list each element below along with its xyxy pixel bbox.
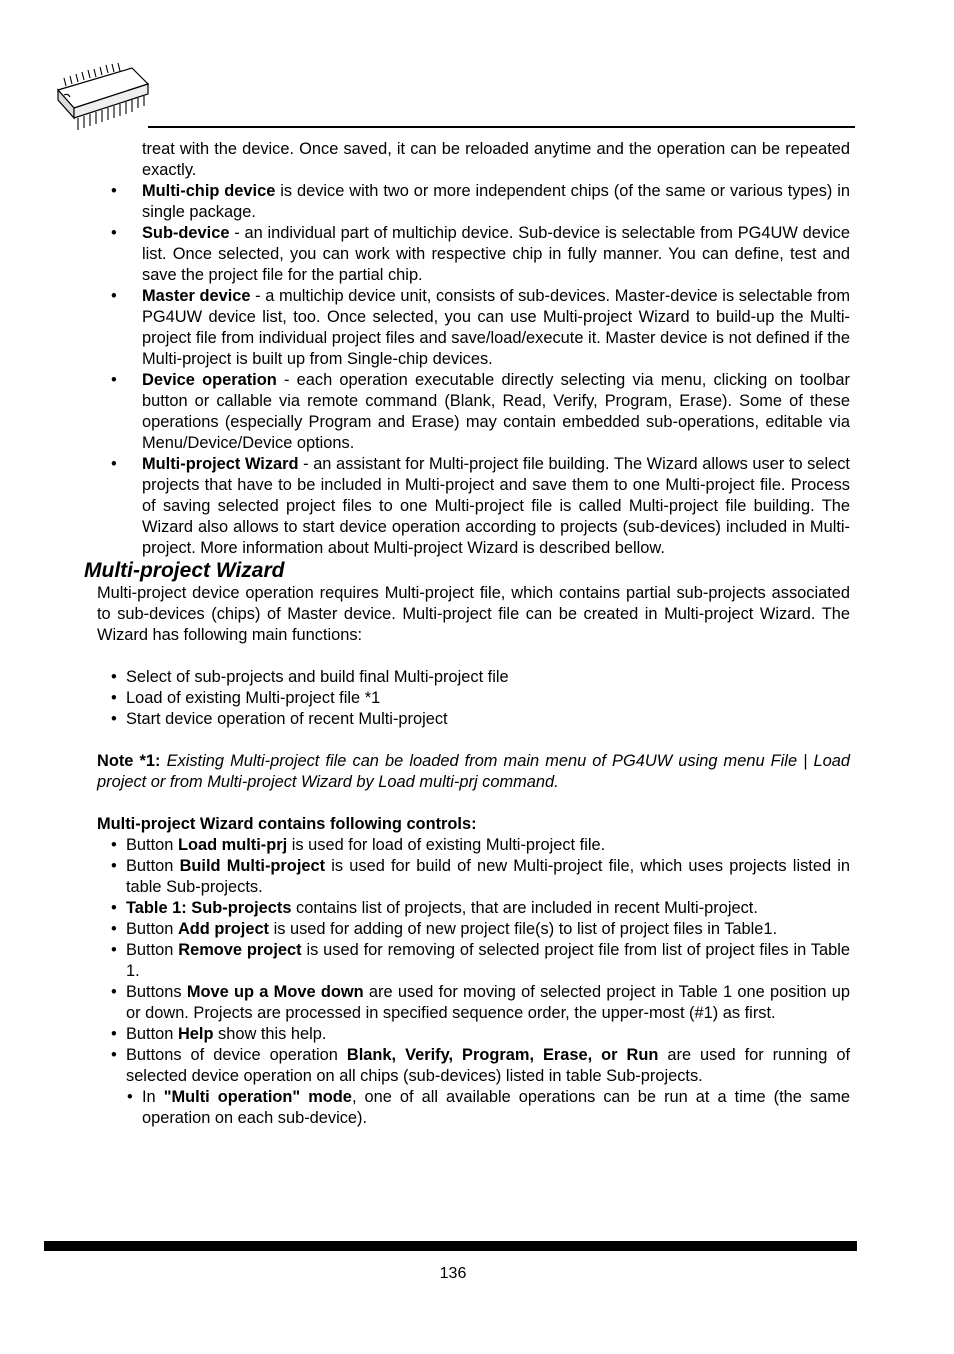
control-item: • Button Load multi-prj is used for load of existing Multi-project file. [97,835,850,856]
definition-term: Master device [142,287,251,305]
control-item: • Button Help show this help. [97,1024,850,1045]
page-content [84,139,851,1129]
note-label: Note *1: [97,752,161,770]
definition-term: Device operation [142,371,277,389]
definition-text: - a multichip device unit, consists of sub-devices. Master-device is selectable from PG4UW device list, too. Once selected, you can use Multi-project Wizard to build-up the Multi-project file from individual project files and save/load/execute it. Master device is not defined if the Multi-project is built up from Single-chip devices. [142,287,851,368]
page-number: 136 [439,1265,467,1282]
definition-text: is device with two or more independent chips (of the same or various types) in single package. [142,182,851,221]
sub-control-item: • In "Multi operation" mode, one of all available operations can be run at a time (the same operation on each sub-device). [126,1087,850,1129]
definitions-list [97,181,850,559]
definition-item [97,181,850,223]
definition-text: - an assistant for Multi-project file building. The Wizard allows user to select projects that have to be included in Multi-project and save them to one Multi-project file. Process of saving selected project files to one Multi-project file is called Multi-project file building. The Wizard also allows to start device operation according to projects (sub-devices) included in Multi-project. More information about Multi-project Wizard is described bellow. [142,455,850,557]
note [97,751,850,793]
function-item: • Select of sub-projects and build final Multi-project file [97,667,850,688]
header-rule [148,126,855,128]
definition-text: - an individual part of multichip device. Sub-device is selectable from PG4UW device list. Once selected, you can work with respective chip in fully manner. You can define, test and save the project file for the partial chip. [142,224,850,284]
function-item: • Load of existing Multi-project file *1 [97,688,850,709]
function-item: • Start device operation of recent Multi-project [97,709,850,730]
dip-chip-icon [52,62,156,136]
control-item: • Button Remove project is used for removing of selected project file from list of project files in Table 1. [97,940,850,982]
section-intro: Multi-project device operation requires Multi-project file, which contains partial sub-projects associated to sub-devices (chips) of Master device. Multi-project file can be created in Multi-project Wizard. The Wizard has following main functions: [97,584,850,644]
functions-list [97,667,850,730]
control-item: • Buttons of device operation Blank, Verify, Program, Erase, or Run are used for running of selected device operation on all chips (sub-devices) listed in table Sub-projects. • In "Multi operation" mode, one of all available operations can be run at a time (the same operation on each sub-device). [97,1045,850,1129]
definition-item [97,454,850,559]
definition-item [97,286,850,370]
definition-item [97,370,850,454]
control-item: • Buttons Move up a Move down are used for moving of selected project in Table 1 one position up or down. Projects are processed in specified sequence order, the upper-most (#1) as first. [97,982,850,1024]
definition-term: Multi-chip device [142,182,276,200]
section-title: Multi-project Wizard [84,559,285,582]
controls-list [97,835,850,1129]
definition-term: Sub-device [142,224,230,242]
sub-controls-list [126,1087,850,1129]
controls-heading: Multi-project Wizard contains following controls: [97,815,477,833]
control-item: • Button Build Multi-project is used for build of new Multi-project file, which uses projects listed in table Sub-projects. [97,856,850,898]
note-text: Existing Multi-project file can be loaded from main menu of PG4UW using menu File | Load project or from Multi-project Wizard by Load multi-prj command. [97,752,850,791]
control-item: • Button Add project is used for adding of new project file(s) to list of project files in Table1. [97,919,850,940]
intro-continuation: treat with the device. Once saved, it can be reloaded anytime and the operation can be repeated exactly. [142,140,850,179]
definition-term: Multi-project Wizard [142,455,299,473]
definition-item [97,223,850,286]
footer-bar [44,1241,857,1251]
control-item: • Table 1: Sub-projects contains list of projects, that are included in recent Multi-project. [97,898,850,919]
definition-text: - each operation executable directly selecting via menu, clicking on toolbar button or callable via remote command (Blank, Read, Verify, Program, Erase). Some of these operations (especially Program and Erase) may contain embedded sub-operations, editable via Menu/Device/Device options. [142,371,850,452]
